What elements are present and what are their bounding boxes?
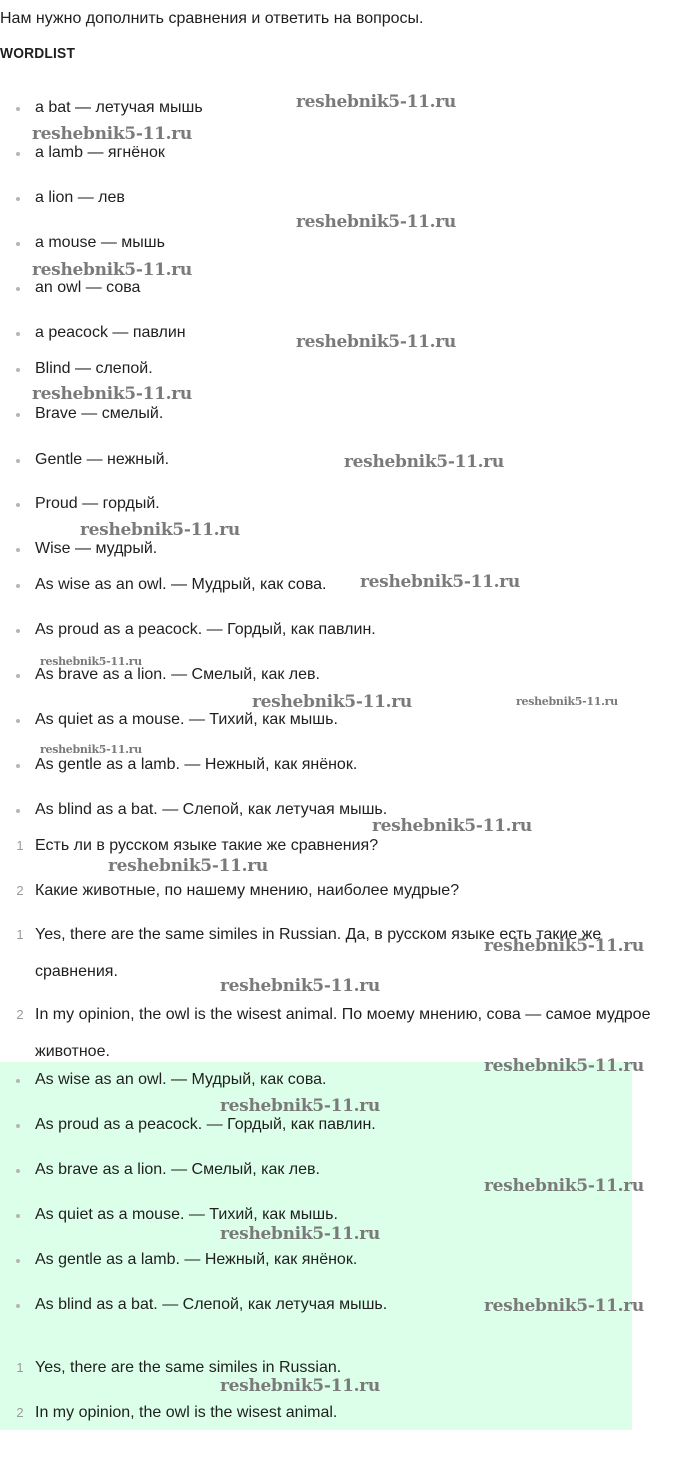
list-item: a lion — лев — [35, 188, 125, 208]
bullet-icon — [16, 242, 20, 246]
bullet-icon — [16, 332, 20, 336]
watermark: reshebnik5-11.ru — [80, 520, 240, 540]
wordlist-heading: WORDLIST — [0, 45, 76, 62]
bullet-icon — [16, 629, 20, 633]
watermark: reshebnik5-11.ru — [252, 692, 412, 712]
watermark: reshebnik5-11.ru — [296, 212, 456, 232]
list-item: As brave as a lion. — Смелый, как лев. — [35, 665, 320, 685]
bullet-icon — [16, 503, 20, 507]
list-item: Gentle — нежный. — [35, 450, 169, 470]
watermark: reshebnik5-11.ru — [296, 92, 456, 112]
watermark: reshebnik5-11.ru — [484, 1296, 644, 1316]
watermark: reshebnik5-11.ru — [296, 332, 456, 352]
bullet-icon — [16, 674, 20, 678]
bullet-icon — [16, 809, 20, 813]
answer-item: 2 In my opinion, the owl is the wisest animal. — [16, 1404, 338, 1421]
watermark: reshebnik5-11.ru — [108, 856, 268, 876]
watermark: reshebnik5-11.ru — [372, 816, 532, 836]
list-item: As quiet as a mouse. — Тихий, как мышь. — [35, 1205, 338, 1225]
watermark: reshebnik5-11.ru — [344, 452, 504, 472]
watermark: reshebnik5-11.ru — [484, 1176, 644, 1196]
list-item: a peacock — павлин — [35, 323, 186, 343]
bullet-icon — [16, 107, 20, 111]
list-item: Proud — гордый. — [35, 494, 160, 514]
list-item: As wise as an owl. — Мудрый, как сова. — [35, 575, 326, 595]
watermark: reshebnik5-11.ru — [32, 124, 192, 144]
list-item: As gentle as a lamb. — Нежный, как янёнок. — [35, 1250, 357, 1270]
list-item: As wise as an owl. — Мудрый, как сова. — [35, 1070, 326, 1090]
watermark: reshebnik5-11.ru — [32, 260, 192, 280]
question-item: 2 Какие животные, по нашему мнению, наиболее мудрые? — [16, 882, 460, 899]
watermark: reshebnik5-11.ru — [360, 572, 520, 592]
list-item: As proud as a peacock. — Гордый, как павлин. — [35, 620, 376, 640]
bullet-icon — [16, 197, 20, 201]
list-item: a mouse — мышь — [35, 233, 165, 253]
bullet-icon — [16, 152, 20, 156]
bullet-icon — [16, 1259, 20, 1263]
list-item: Blind — слепой. — [35, 359, 153, 379]
watermark: reshebnik5-11.ru — [484, 936, 644, 956]
answer-item: 1 Yes, there are the same similes in Russian. — [16, 1359, 342, 1376]
watermark: reshebnik5-11.ru — [220, 1096, 380, 1116]
watermark: reshebnik5-11.ru — [484, 1056, 644, 1076]
bullet-icon — [16, 548, 20, 552]
bullet-icon — [16, 1124, 20, 1128]
watermark: reshebnik5-11.ru — [40, 743, 142, 756]
bullet-icon — [16, 368, 20, 372]
intro-text: Нам нужно дополнить сравнения и ответить на вопросы. — [0, 10, 424, 27]
list-item: As blind as a bat. — Слепой, как летучая мышь. — [35, 1295, 387, 1315]
bullet-icon — [16, 1079, 20, 1083]
answer-item: 1 Yes, there are the same similes in Russian. Да, в русском языке есть такие же сравнения. — [16, 926, 602, 980]
bullet-icon — [16, 1214, 20, 1218]
bullet-icon — [16, 764, 20, 768]
list-item: Brave — смелый. — [35, 404, 163, 424]
bullet-icon — [16, 719, 20, 723]
bullet-icon — [16, 1169, 20, 1173]
bullet-icon — [16, 287, 20, 291]
bullet-icon — [16, 413, 20, 417]
watermark: reshebnik5-11.ru — [220, 1224, 380, 1244]
watermark: reshebnik5-11.ru — [40, 655, 142, 668]
watermark: reshebnik5-11.ru — [516, 695, 618, 708]
question-item: 1 Есть ли в русском языке такие же сравнения? — [16, 837, 379, 854]
bullet-icon — [16, 584, 20, 588]
list-item: As gentle as a lamb. — Нежный, как янёнок. — [35, 755, 357, 775]
list-item: As proud as a peacock. — Гордый, как павлин. — [35, 1115, 376, 1135]
list-item: an owl — сова — [35, 278, 140, 298]
list-item: As quiet as a mouse. — Тихий, как мышь. — [35, 710, 338, 730]
list-item: As blind as a bat. — Слепой, как летучая мышь. — [35, 800, 387, 820]
watermark: reshebnik5-11.ru — [220, 1376, 380, 1396]
list-item: Wise — мудрый. — [35, 539, 157, 559]
bullet-icon — [16, 459, 20, 463]
answer-item: 2 In my opinion, the owl is the wisest animal. По моему мнению, сова — самое мудрое животное. — [16, 1006, 651, 1060]
watermark: reshebnik5-11.ru — [220, 976, 380, 996]
list-item: a lamb — ягнёнок — [35, 143, 165, 163]
watermark: reshebnik5-11.ru — [32, 384, 192, 404]
bullet-icon — [16, 1304, 20, 1308]
list-item: As brave as a lion. — Смелый, как лев. — [35, 1160, 320, 1180]
list-item: a bat — летучая мышь — [35, 98, 203, 118]
